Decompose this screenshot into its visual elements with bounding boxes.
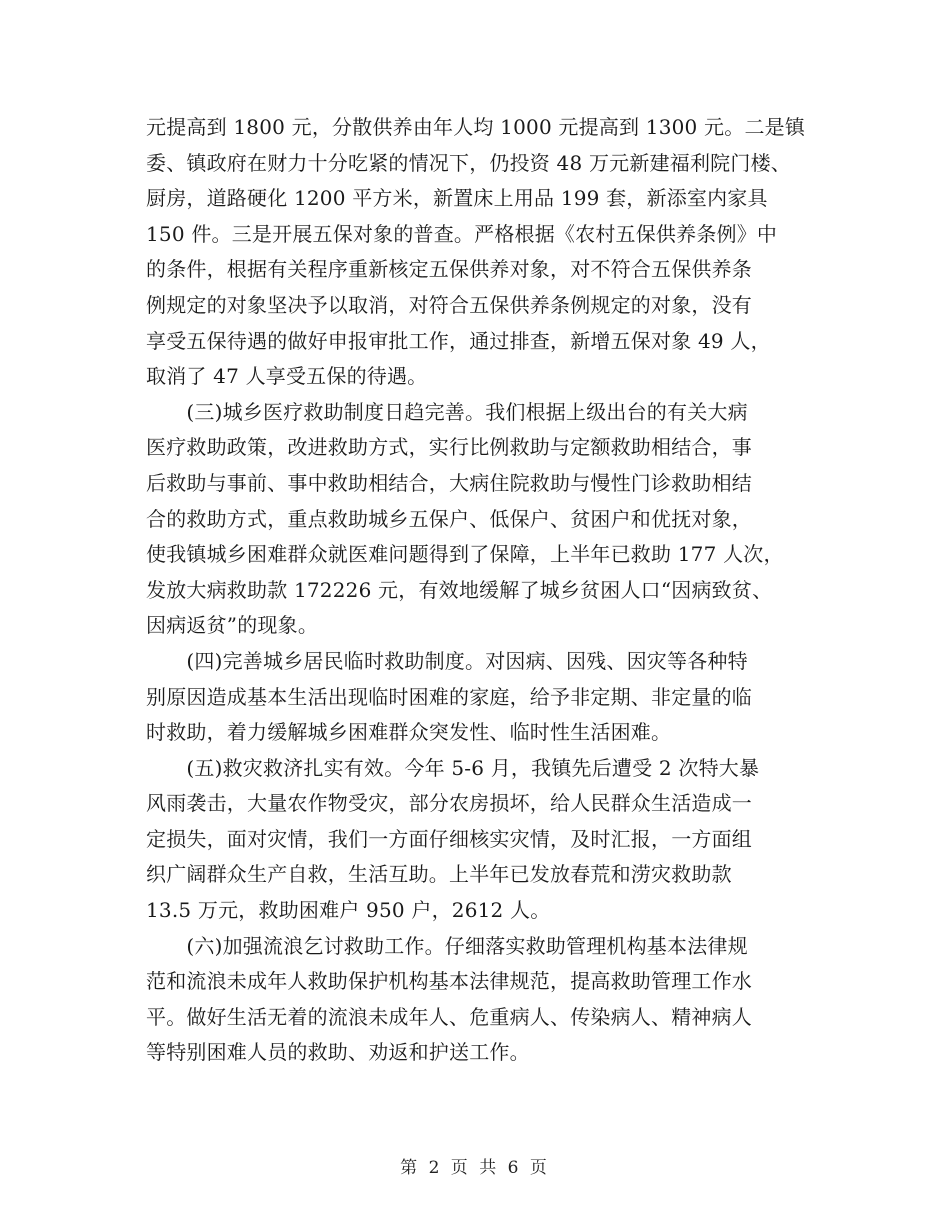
text-line: 取消了 47 人享受五保的待遇。 xyxy=(146,364,428,389)
document-body xyxy=(146,110,806,1071)
text-line: 风雨袭击，大量农作物受灾，部分农房损坏，给人民群众生活造成一 xyxy=(146,791,752,816)
text-line: (六)加强流浪乞讨救助工作。仔细落实救助管理机构基本法律规 xyxy=(146,933,748,958)
text-line: 后救助与事前、事中救助相结合，大病住院救助与慢性门诊救助相结 xyxy=(146,470,752,495)
text-line: 13.5 万元，救助困难户 950 户，2612 人。 xyxy=(146,898,551,923)
text-line: 因病返贫”的现象。 xyxy=(146,613,319,638)
text-line: 的条件，根据有关程序重新核定五保供养对象，对不符合五保供养条 xyxy=(146,257,752,282)
text-line: 150 件。三是开展五保对象的普查。严格根据《农村五保供养条例》中 xyxy=(146,221,778,246)
text-line: (五)救灾救济扎实有效。今年 5-6 月，我镇先后遭受 2 次特大暴 xyxy=(146,755,760,780)
text-line: 享受五保待遇的做好申报审批工作，通过排查，新增五保对象 49 人， xyxy=(146,328,771,353)
text-line: 等特别困难人员的救助、劝返和护送工作。 xyxy=(146,1040,530,1065)
text-line: 例规定的对象坚决予以取消，对符合五保供养条例规定的对象，没有 xyxy=(146,292,752,317)
text-line: 别原因造成基本生活出现临时困难的家庭，给予非定期、非定量的临 xyxy=(146,684,752,709)
text-line: 时救助，着力缓解城乡困难群众突发性、临时性生活困难。 xyxy=(146,720,672,745)
text-line: 发放大病救助款 172226 元，有效地缓解了城乡贫困人口“因病致贫、 xyxy=(146,577,773,602)
text-line: 委、镇政府在财力十分吃紧的情况下，仍投资 48 万元新建福利院门楼、 xyxy=(146,150,791,175)
text-line: 范和流浪未成年人救助保护机构基本法律规范，提高救助管理工作水 xyxy=(146,969,752,994)
text-line: 厨房，道路硬化 1200 平方米，新置床上用品 199 套，新添室内家具 xyxy=(146,186,768,211)
page-number-footer: 第 2 页 共 6 页 xyxy=(400,1158,550,1178)
text-line: 医疗救助政策，改进救助方式，实行比例救助与定额救助相结合，事 xyxy=(146,435,752,460)
text-line: 使我镇城乡困难群众就医难问题得到了保障，上半年已救助 177 人次， xyxy=(146,542,784,567)
text-line: 平。做好生活无着的流浪未成年人、危重病人、传染病人、精神病人 xyxy=(146,1004,752,1029)
text-line: 合的救助方式，重点救助城乡五保户、低保户、贫困户和优抚对象， xyxy=(146,506,752,531)
text-line: 定损失，面对灾情，我们一方面仔细核实灾情，及时汇报，一方面组 xyxy=(146,826,752,851)
text-line: (四)完善城乡居民临时救助制度。对因病、因残、因灾等各种特 xyxy=(146,648,748,673)
text-line: 织广阔群众生产自救，生活互助。上半年已发放春荒和涝灾救助款 xyxy=(146,862,732,887)
text-line: (三)城乡医疗救助制度日趋完善。我们根据上级出台的有关大病 xyxy=(146,399,748,424)
text-line: 元提高到 1800 元，分散供养由年人均 1000 元提高到 1300 元。二是镇 xyxy=(146,115,806,139)
